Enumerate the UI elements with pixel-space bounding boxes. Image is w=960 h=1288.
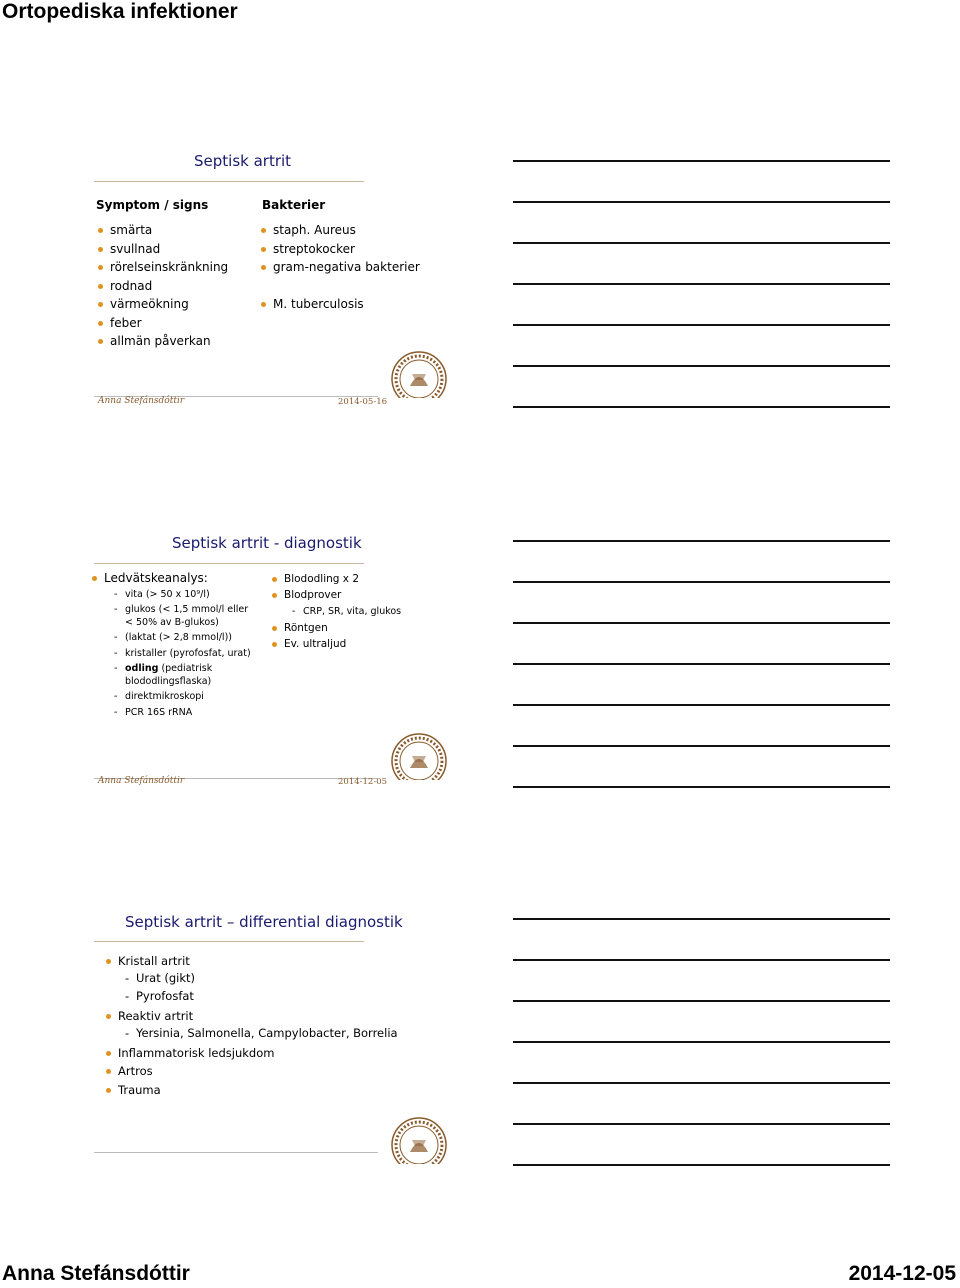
list-item: feber (96, 314, 228, 333)
symptoms-heading: Symptom / signs (96, 198, 209, 212)
list-item: Ledvätskeanalys: (90, 569, 208, 588)
differential-list-c (104, 1044, 274, 1099)
slide-title: Septisk artrit (194, 152, 292, 170)
footer-author: Anna Stefánsdóttir (2, 1262, 190, 1285)
slide-title: Septisk artrit – differential diagnostik (125, 913, 403, 931)
note-line (513, 1041, 890, 1043)
notes-lines-2 (513, 540, 890, 790)
sub-item: - PCR 16S rRNA (114, 707, 193, 718)
note-line (513, 1000, 890, 1002)
title-divider (94, 181, 364, 182)
slide-author: Anna Stefánsdóttir (98, 776, 185, 786)
note-line (513, 365, 890, 367)
slide-2 (88, 522, 458, 797)
list-item: allmän påverkan (96, 332, 228, 351)
sub-item: - vita (> 50 x 10⁹/l) (114, 589, 210, 600)
list-item: streptokocker (259, 240, 420, 259)
bacteria-heading: Bakterier (262, 198, 326, 212)
note-line (513, 283, 890, 285)
note-line (513, 324, 890, 326)
note-line (513, 745, 890, 747)
university-seal-icon (390, 732, 448, 780)
list-item: gram-negativa bakterier (259, 258, 420, 277)
title-divider (94, 563, 364, 564)
sub-item: - CRP, SR, vita, glukos (292, 606, 402, 617)
list-item: Blodprover (270, 587, 359, 603)
sub-item-text: Yersinia, Salmonella, Campylobacter, Borrelia (136, 1026, 398, 1040)
note-line (513, 622, 890, 624)
sub-item: - Pyrofosfat (125, 989, 194, 1003)
slide-3 (88, 900, 458, 1170)
slide-date: 2014-12-05 (338, 777, 388, 787)
sub-item-text: vita (> 50 x 10⁹/l) (125, 589, 210, 600)
note-line (513, 1123, 890, 1125)
sub-item-text: < 50% av B-glukos) (125, 617, 219, 628)
sub-item-text: CRP, SR, vita, glukos (303, 606, 402, 617)
university-seal-icon (390, 350, 448, 398)
note-line (513, 160, 890, 162)
list-item: svullnad (96, 240, 228, 259)
sub-item: - Urat (gikt) (125, 971, 195, 985)
note-line (513, 786, 890, 788)
sub-item: - direktmikroskopi (114, 691, 204, 702)
sub-item (125, 617, 219, 628)
list-item: Inflammatorisk ledsjukdom (104, 1044, 274, 1062)
document-title: Ortopediska infektioner (2, 0, 238, 23)
sub-item-text: Urat (gikt) (136, 971, 195, 985)
slide-title: Septisk artrit - diagnostik (172, 534, 362, 552)
note-line (513, 242, 890, 244)
sub-item-text: PCR 16S rRNA (125, 707, 193, 718)
note-line (513, 1082, 890, 1084)
note-line (513, 581, 890, 583)
sub-item-text: direktmikroskopi (125, 691, 204, 702)
footer-date: 2014-12-05 (848, 1262, 956, 1285)
sub-item-text: glukos (< 1,5 mmol/l eller (125, 604, 249, 615)
list-item: staph. Aureus (259, 221, 420, 240)
sub-item: - glukos (< 1,5 mmol/l eller (114, 604, 249, 615)
list-item: Trauma (104, 1081, 274, 1099)
note-line (513, 406, 890, 408)
list-item: Reaktiv artrit (104, 1007, 193, 1025)
tests-list-b (270, 620, 346, 652)
list-item: smärta (96, 221, 228, 240)
sub-item-text: odling (125, 663, 159, 674)
note-line (513, 704, 890, 706)
note-line (513, 201, 890, 203)
list-item: rodnad (96, 277, 228, 296)
sub-item: - kristaller (pyrofosfat, urat) (114, 648, 251, 659)
sub-item-text: kristaller (pyrofosfat, urat) (125, 648, 251, 659)
list-item: rörelseinskränkning (96, 258, 228, 277)
note-line (513, 663, 890, 665)
notes-lines-3 (513, 918, 890, 1168)
tests-list-a (270, 571, 359, 603)
list-item: Blododling x 2 (270, 571, 359, 587)
diagnostics-list (90, 569, 208, 588)
slide-author: Anna Stefánsdóttir (98, 396, 185, 406)
sub-item: - (laktat (> 2,8 mmol/l)) (114, 632, 232, 643)
list-item: Artros (104, 1062, 274, 1080)
title-divider (94, 941, 364, 942)
list-item: M. tuberculosis (259, 295, 420, 314)
notes-lines-1 (513, 160, 890, 410)
differential-list-b (104, 1007, 193, 1025)
university-seal-icon (390, 1116, 448, 1164)
sub-item-text: (pediatrisk (161, 663, 213, 674)
note-line (513, 918, 890, 920)
differential-list-a (104, 952, 190, 970)
note-line (513, 1164, 890, 1166)
note-line (513, 959, 890, 961)
footer-divider (94, 1152, 378, 1153)
sub-item-text: blododlingsflaska) (125, 676, 212, 687)
list-item: Kristall artrit (104, 952, 190, 970)
sub-item: - Yersinia, Salmonella, Campylobacter, Borrelia (125, 1026, 398, 1040)
sub-item-text: Pyrofosfat (136, 989, 194, 1003)
slide-date: 2014-05-16 (338, 397, 388, 407)
symptoms-list (96, 221, 228, 351)
sub-item: - odling (pediatrisk (114, 663, 213, 674)
slide-1 (88, 140, 458, 415)
note-line (513, 540, 890, 542)
list-item: Röntgen (270, 620, 346, 636)
list-item: Ev. ultraljud (270, 636, 346, 652)
bacteria-list (259, 221, 420, 314)
list-item: värmeökning (96, 295, 228, 314)
sub-item-text: (laktat (> 2,8 mmol/l)) (125, 632, 232, 643)
sub-item (125, 676, 211, 687)
